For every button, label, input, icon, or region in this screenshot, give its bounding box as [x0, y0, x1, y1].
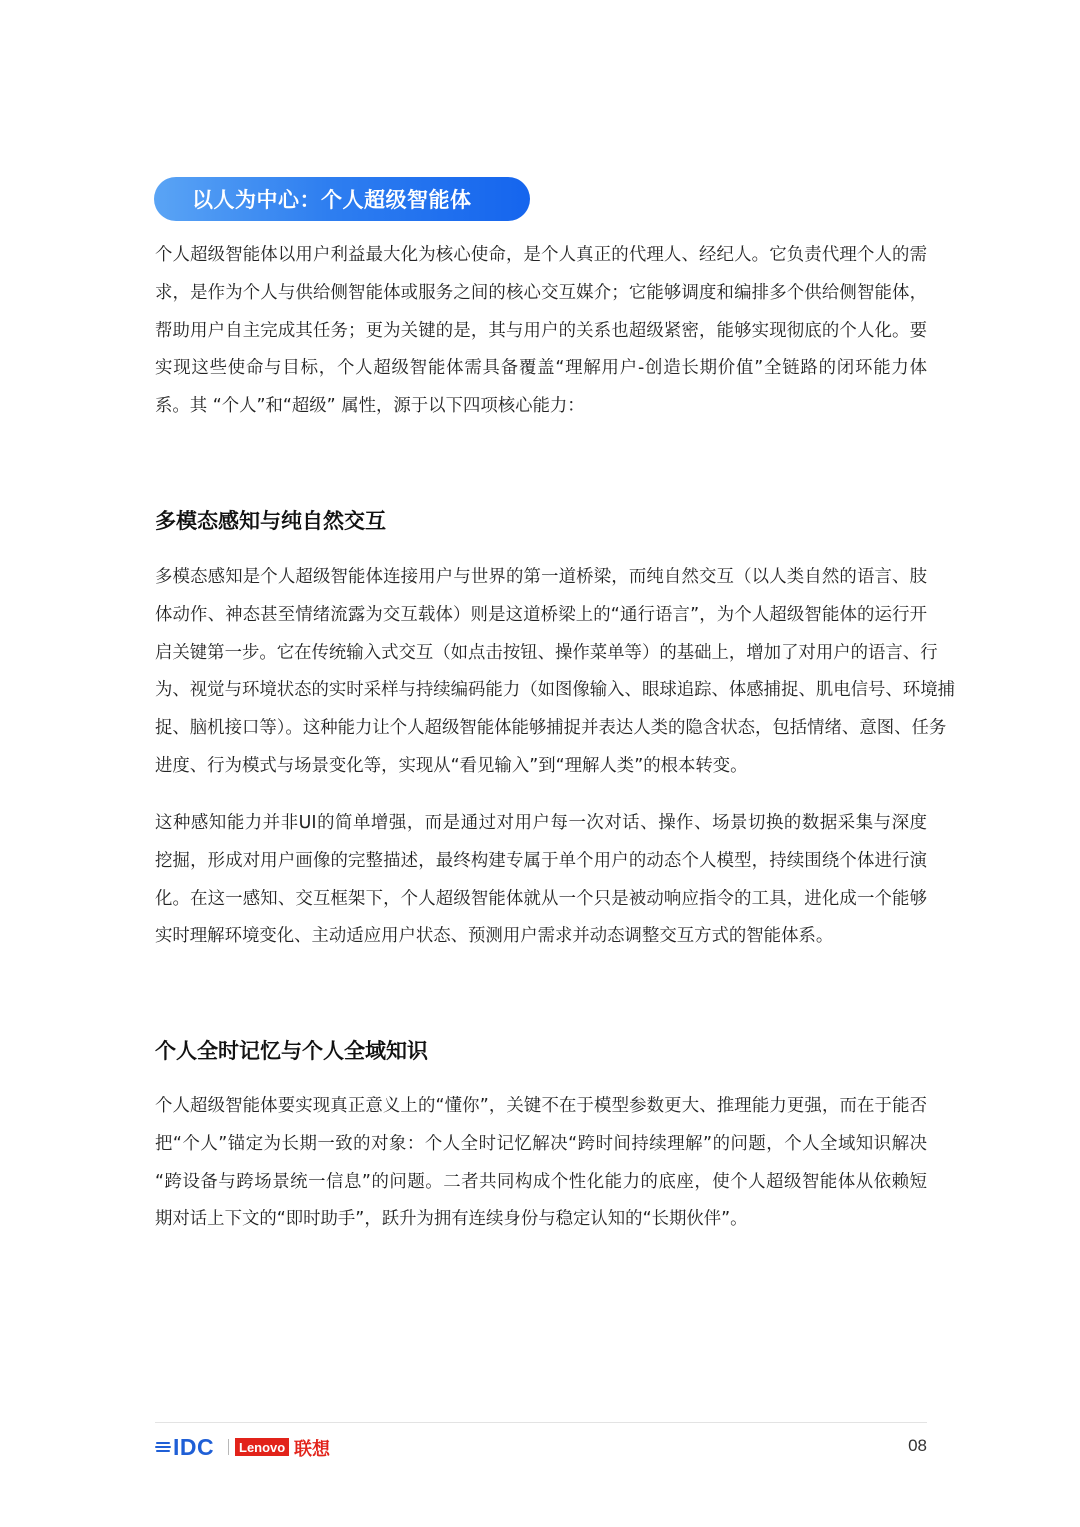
paragraph-line: 这种感知能力并非UI的简单增强，而是通过对用户每一次对话、操作、场景切换的数据采集与深度	[155, 813, 927, 833]
intro-line: 实现这些使命与目标，个人超级智能体需具备覆盖“理解用户-创造长期价值”全链路的闭环能力体	[155, 358, 927, 379]
intro-paragraph	[155, 237, 927, 426]
paragraph-line: 进度、行为模式与场景变化等，实现从“看见输入”到“理解人类”的根本转变。	[155, 755, 748, 776]
intro-line: 个人超级智能体以用户利益最大化为核心使命，是个人真正的代理人、经纪人。它负责代理个人的需	[155, 245, 927, 265]
lenovo-chinese-logo: 联想	[294, 1439, 330, 1460]
section-heading-memory: 个人全时记忆与个人全域知识	[155, 1039, 428, 1063]
section-label-pill	[154, 177, 530, 221]
lenovo-logo	[235, 1438, 289, 1456]
perception-paragraph-2	[155, 805, 927, 956]
section-label-text: 以人为中心：个人超级智能体	[192, 188, 472, 212]
lenovo-logo-text: Lenovo	[239, 1439, 286, 1455]
paragraph-line: 多模态感知是个人超级智能体连接用户与世界的第一道桥梁，而纯自然交互（以人类自然的语言、肢	[155, 567, 927, 587]
memory-paragraph-1	[155, 1088, 927, 1239]
intro-line: 帮助用户自主完成其任务；更为关键的是，其与用户的关系也超级紧密，能够实现彻底的个人化。要	[155, 320, 927, 341]
paragraph-line: 期对话上下文的“即时助手”，跃升为拥有连续身份与稳定认知的“长期伙伴”。	[155, 1209, 748, 1230]
section-heading-perception: 多模态感知与纯自然交互	[155, 509, 386, 533]
intro-line: 系。其 “个人”和“超级” 属性，源于以下四项核心能力：	[155, 396, 585, 417]
paragraph-line: 把“个人”锚定为长期一致的对象：个人全时记忆解决“跨时间持续理解”的问题，个人全域知识解决	[155, 1133, 927, 1154]
paragraph-line: 启关键第一步。它在传统输入式交互（如点击按钮、操作菜单等）的基础上，增加了对用户的语言、行	[155, 642, 938, 663]
idc-logo-text: IDC	[173, 1433, 215, 1460]
paragraph-line: 实时理解环境变化、主动适应用户状态、预测用户需求并动态调整交互方式的智能体系。	[155, 926, 834, 947]
paragraph-line: 化。在这一感知、交互框架下，个人超级智能体就从一个只是被动响应指令的工具，进化成一个能够	[155, 888, 927, 909]
paragraph-line: 挖掘，形成对用户画像的完整描述，最终构建专属于单个用户的动态个人模型，持续围绕个体进行演	[155, 850, 927, 871]
paragraph-line: 体动作、神态甚至情绪流露为交互载体）则是这道桥梁上的“通行语言”，为个人超级智能体的运行开	[155, 604, 927, 625]
idc-globe-icon	[155, 1439, 171, 1455]
paragraph-line: 个人超级智能体要实现真正意义上的“懂你”，关键不在于模型参数更大、推理能力更强，而在于能否	[155, 1096, 927, 1116]
paragraph-line: 为、视觉与环境状态的实时采样与持续编码能力（如图像输入、眼球追踪、体感捕捉、肌电信号、环境捕	[155, 680, 955, 701]
idc-logo	[155, 1434, 214, 1460]
paragraph-line: 捉、脑机接口等）。这种能力让个人超级智能体能够捕捉并表达人类的隐含状态，包括情绪、意图、任务	[155, 718, 947, 739]
intro-line: 求，是作为个人与供给侧智能体或服务之间的核心交互媒介；它能够调度和编排多个供给侧智能体，	[155, 282, 927, 303]
logo-separator	[228, 1439, 229, 1455]
page-number: 08	[908, 1436, 927, 1455]
paragraph-line: “跨设备与跨场景统一信息”的问题。二者共同构成个性化能力的底座，使个人超级智能体从依赖短	[155, 1171, 927, 1192]
perception-paragraph-1	[155, 559, 955, 786]
page-footer	[155, 1434, 927, 1460]
footer-divider	[155, 1422, 927, 1423]
